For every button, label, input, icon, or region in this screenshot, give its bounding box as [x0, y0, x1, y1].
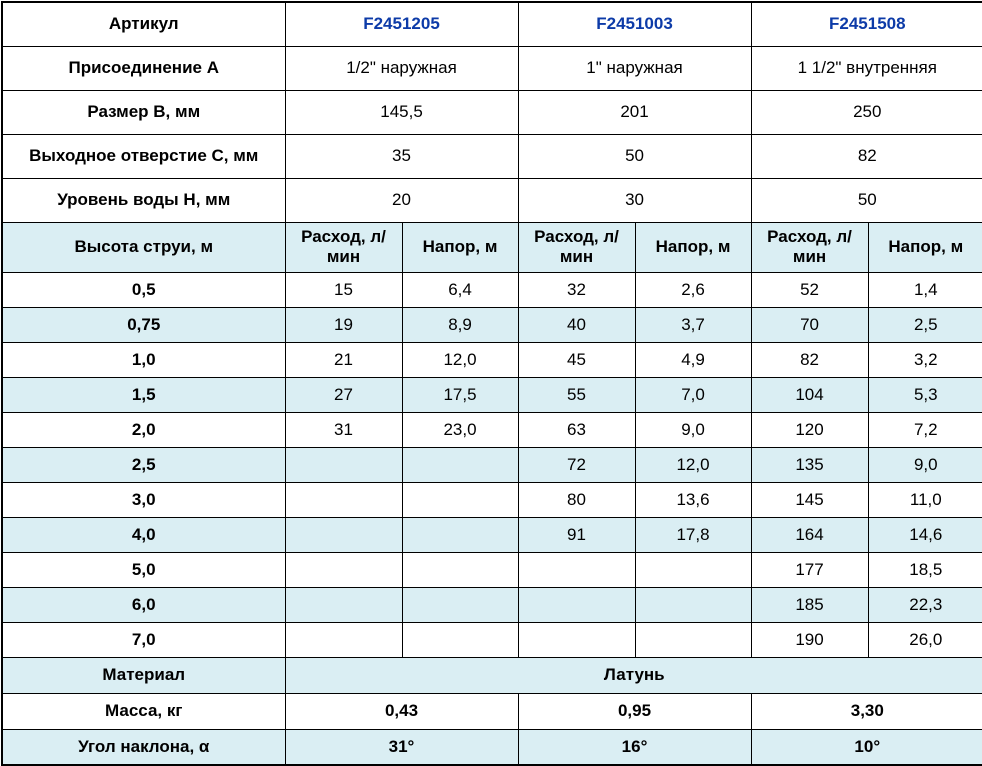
jet-height-cell: 0,75: [2, 307, 285, 342]
flow-value-cell-0: [285, 482, 402, 517]
material-row: [2, 657, 982, 693]
flow-value-cell-2: 63: [518, 412, 635, 447]
flow-value-cell-0: [285, 552, 402, 587]
bottom-section: [2, 657, 982, 765]
flow-value-cell-2: 40: [518, 307, 635, 342]
head-value-cell-5: 22,3: [868, 587, 982, 622]
head-value-cell-3: 4,9: [635, 342, 751, 377]
jet-table-header-row: [2, 222, 982, 272]
mass-value-cell-2: 0,95: [518, 693, 751, 729]
jet-height-cell: 1,5: [2, 377, 285, 412]
spec-value-cell-2: 250: [751, 90, 982, 134]
head-value-cell-5: 14,6: [868, 517, 982, 552]
flow-value-cell-2: [518, 622, 635, 657]
head-value-cell-5: 1,4: [868, 272, 982, 307]
flow-value-cell-4: 120: [751, 412, 868, 447]
article-number-cell-0: F2451205: [285, 2, 518, 46]
flow-value-cell-0: 15: [285, 272, 402, 307]
head-value-cell-3: 17,8: [635, 517, 751, 552]
spec-label-cell: Выходное отверстие C, мм: [2, 134, 285, 178]
head-value-cell-5: 18,5: [868, 552, 982, 587]
flow-value-cell-2: 80: [518, 482, 635, 517]
spec-label-cell: Присоединение A: [2, 46, 285, 90]
jet-height-cell: 3,0: [2, 482, 285, 517]
jet-height-cell: 0,5: [2, 272, 285, 307]
spec-value-cell-0: 20: [285, 178, 518, 222]
jet-section: [2, 222, 982, 657]
flow-value-cell-4: 185: [751, 587, 868, 622]
flow-value-cell-4: 70: [751, 307, 868, 342]
flow-value-cell-0: [285, 517, 402, 552]
spec-value-cell-1: 1" наружная: [518, 46, 751, 90]
flow-value-cell-2: 72: [518, 447, 635, 482]
head-value-cell-5: 9,0: [868, 447, 982, 482]
flow-value-cell-0: 21: [285, 342, 402, 377]
head-value-cell-1: 12,0: [402, 342, 518, 377]
spec-value-cell-1: 50: [518, 134, 751, 178]
flow-value-cell-2: 55: [518, 377, 635, 412]
flow-value-cell-4: 104: [751, 377, 868, 412]
product-spec-table: [1, 1, 982, 766]
spec-value-cell-1: 201: [518, 90, 751, 134]
spec-value-cell-2: 50: [751, 178, 982, 222]
flow-value-cell-4: 190: [751, 622, 868, 657]
head-value-cell-1: [402, 587, 518, 622]
jet-height-cell: 6,0: [2, 587, 285, 622]
flow-value-cell-0: [285, 587, 402, 622]
head-header-cell-2: Напор, м: [635, 222, 751, 272]
flow-value-cell-2: [518, 552, 635, 587]
jet-row-2,0: [2, 412, 982, 447]
spec-label-cell: Уровень воды H, мм: [2, 178, 285, 222]
head-value-cell-1: 17,5: [402, 377, 518, 412]
head-value-cell-3: 2,6: [635, 272, 751, 307]
jet-row-0,5: [2, 272, 982, 307]
head-value-cell-3: 9,0: [635, 412, 751, 447]
spec-section: [2, 2, 982, 222]
spec-value-cell-2: 82: [751, 134, 982, 178]
flow-header-cell-3: Расход, л/мин: [751, 222, 868, 272]
angle-value-cell-1: 31°: [285, 729, 518, 765]
spec-row-2: [2, 90, 982, 134]
flow-value-cell-2: 32: [518, 272, 635, 307]
flow-value-cell-0: 19: [285, 307, 402, 342]
jet-height-cell: 7,0: [2, 622, 285, 657]
head-value-cell-3: 3,7: [635, 307, 751, 342]
jet-height-cell: 4,0: [2, 517, 285, 552]
jet-row-4,0: [2, 517, 982, 552]
flow-value-cell-4: 177: [751, 552, 868, 587]
flow-value-cell-0: 31: [285, 412, 402, 447]
flow-value-cell-0: [285, 447, 402, 482]
head-value-cell-3: [635, 552, 751, 587]
flow-value-cell-4: 52: [751, 272, 868, 307]
flow-header-cell-1: Расход, л/мин: [285, 222, 402, 272]
mass-row: [2, 693, 982, 729]
flow-value-cell-0: [285, 622, 402, 657]
angle-row: [2, 729, 982, 765]
head-value-cell-5: 26,0: [868, 622, 982, 657]
flow-value-cell-2: 45: [518, 342, 635, 377]
head-value-cell-5: 5,3: [868, 377, 982, 412]
head-value-cell-5: 2,5: [868, 307, 982, 342]
head-value-cell-3: 7,0: [635, 377, 751, 412]
head-value-cell-5: 3,2: [868, 342, 982, 377]
mass-value-cell-3: 3,30: [751, 693, 982, 729]
head-value-cell-1: [402, 622, 518, 657]
head-value-cell-1: [402, 552, 518, 587]
mass-value-cell-1: 0,43: [285, 693, 518, 729]
head-value-cell-1: 23,0: [402, 412, 518, 447]
flow-value-cell-4: 145: [751, 482, 868, 517]
material-label-cell: Материал: [2, 657, 285, 693]
spec-row-0: [2, 2, 982, 46]
flow-value-cell-0: 27: [285, 377, 402, 412]
article-number-cell-2: F2451508: [751, 2, 982, 46]
jet-height-cell: 5,0: [2, 552, 285, 587]
spec-value-cell-1: 30: [518, 178, 751, 222]
flow-value-cell-4: 164: [751, 517, 868, 552]
jet-row-6,0: [2, 587, 982, 622]
jet-row-1,0: [2, 342, 982, 377]
head-value-cell-1: 6,4: [402, 272, 518, 307]
spec-row-1: [2, 46, 982, 90]
head-header-cell-1: Напор, м: [402, 222, 518, 272]
head-value-cell-3: 13,6: [635, 482, 751, 517]
material-value-cell: Латунь: [285, 657, 982, 693]
head-value-cell-1: 8,9: [402, 307, 518, 342]
spec-value-cell-0: 1/2" наружная: [285, 46, 518, 90]
jet-row-5,0: [2, 552, 982, 587]
head-value-cell-3: [635, 587, 751, 622]
angle-value-cell-3: 10°: [751, 729, 982, 765]
spec-value-cell-2: 1 1/2" внутренняя: [751, 46, 982, 90]
spec-row-4: [2, 178, 982, 222]
flow-value-cell-4: 135: [751, 447, 868, 482]
head-value-cell-3: 12,0: [635, 447, 751, 482]
jet-row-7,0: [2, 622, 982, 657]
angle-label-cell: Угол наклона, α: [2, 729, 285, 765]
spec-row-3: [2, 134, 982, 178]
jet-height-cell: 2,5: [2, 447, 285, 482]
spec-label-cell: Размер B, мм: [2, 90, 285, 134]
jet-height-cell: 1,0: [2, 342, 285, 377]
jet-height-cell: 2,0: [2, 412, 285, 447]
head-value-cell-5: 11,0: [868, 482, 982, 517]
article-number-cell-1: F2451003: [518, 2, 751, 46]
spec-label-cell: Артикул: [2, 2, 285, 46]
flow-value-cell-2: 91: [518, 517, 635, 552]
spec-value-cell-0: 145,5: [285, 90, 518, 134]
head-value-cell-1: [402, 447, 518, 482]
jet-row-3,0: [2, 482, 982, 517]
head-value-cell-1: [402, 517, 518, 552]
spec-value-cell-0: 35: [285, 134, 518, 178]
head-value-cell-5: 7,2: [868, 412, 982, 447]
jet-height-header-cell: Высота струи, м: [2, 222, 285, 272]
angle-value-cell-2: 16°: [518, 729, 751, 765]
flow-value-cell-2: [518, 587, 635, 622]
jet-row-2,5: [2, 447, 982, 482]
flow-header-cell-2: Расход, л/мин: [518, 222, 635, 272]
head-header-cell-3: Напор, м: [868, 222, 982, 272]
head-value-cell-1: [402, 482, 518, 517]
head-value-cell-3: [635, 622, 751, 657]
flow-value-cell-4: 82: [751, 342, 868, 377]
jet-row-1,5: [2, 377, 982, 412]
jet-row-0,75: [2, 307, 982, 342]
mass-label-cell: Масса, кг: [2, 693, 285, 729]
